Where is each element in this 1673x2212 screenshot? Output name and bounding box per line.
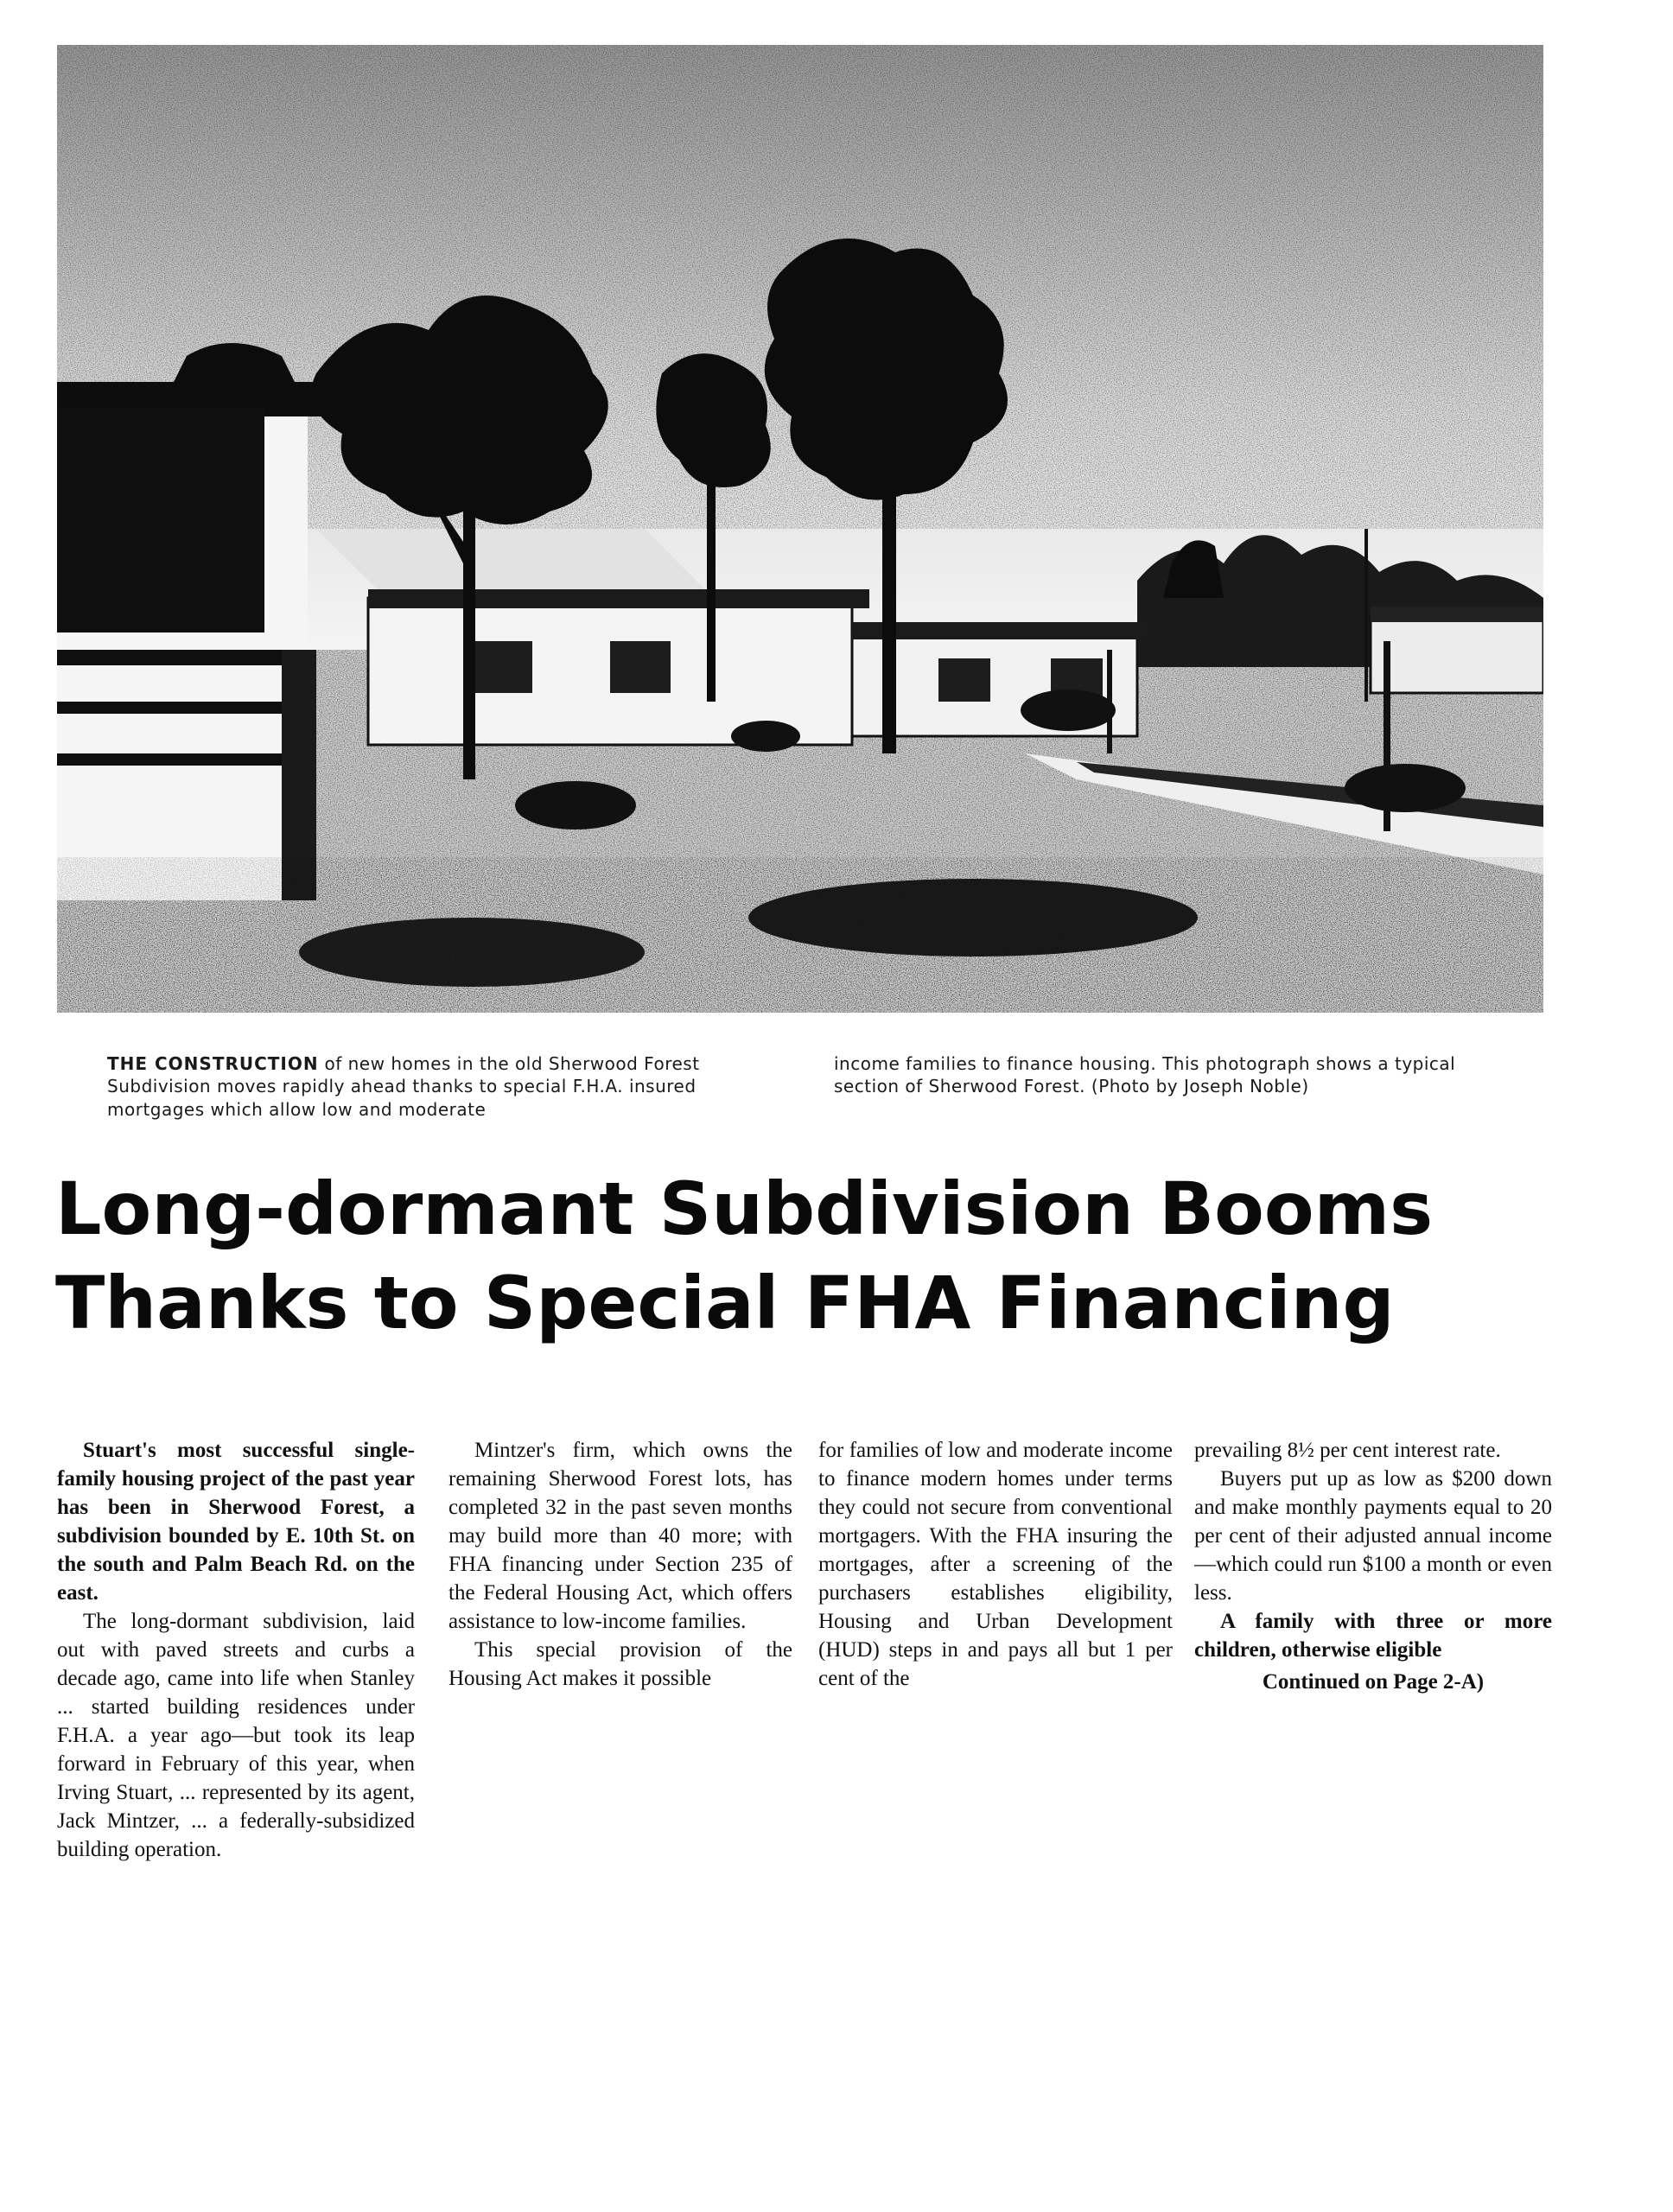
article-paragraph: This special provision of the Housing Act makes it possible — [448, 1638, 792, 1690]
headline — [55, 1162, 1576, 1351]
article-paragraph: Mintzer's firm, which owns the remaining Sherwood Forest lots, has completed 32 in the past seven months may build more than 40 more; with FHA financing under Section 235 of the Federal Housing Act, which offers assistance to low-income families. — [448, 1439, 792, 1633]
headline-line-2: Thanks to Special FHA Financing — [55, 1261, 1395, 1346]
continued-on-page-link: Continued on Page 2-A) — [1262, 1670, 1485, 1694]
photo-caption-left — [107, 1052, 764, 1121]
article-paragraph: Buyers put up as low as $200 down and make monthly payments equal to 20 per cent of their adjusted annual income—which could run $100 a month or even less. — [1194, 1467, 1552, 1605]
article-paragraph: The long-dormant subdivision, laid out with paved streets and curbs a decade ago, came into life when Stanley ... started building residences under F.H.A. a year ago—but took its leap forward in February of this year, when Irving Stuart, ... represented by its agent, Jack Mintzer, ... a federally-subsidized building operation. — [57, 1610, 415, 1861]
article-column-4 — [1194, 1436, 1552, 1696]
article-paragraph: for families of low and moderate income to finance modern homes under terms they could not secure from conventional mortgagers. With the FHA insuring the mortgages, after a screening of the purchasers establishes eligibility, Housing and Urban Development (HUD) steps in and pays all but 1 per cent of the — [818, 1439, 1173, 1690]
article-paragraph: A family with three or more children, otherwise eligible — [1194, 1610, 1552, 1662]
article-photo — [57, 45, 1543, 1013]
photo-caption-right: income families to finance housing. This photograph shows a typical section of Sherwood Forest. (Photo by Joseph Noble) — [834, 1053, 1456, 1097]
headline-line-1: Long-dormant Subdivision Booms — [55, 1166, 1434, 1251]
caption-lead: THE CONSTRUCTION — [107, 1053, 319, 1074]
article-column-2 — [448, 1436, 792, 1693]
article-column-1 — [57, 1436, 415, 1864]
caption-left-text: of new homes in the old Sherwood Forest Subdivision moves rapidly ahead thanks to special F.H.A. insured mortgages which allow low and moderate — [107, 1053, 700, 1120]
article-column-3 — [818, 1436, 1173, 1693]
article-paragraph: prevailing 8½ per cent interest rate. — [1194, 1439, 1501, 1462]
article-paragraph: Stuart's most successful single-family housing project of the past year has been in Sherwood Forest, a subdivision bounded by E. 10th St. on the south and Palm Beach Rd. on the east. — [57, 1439, 415, 1605]
